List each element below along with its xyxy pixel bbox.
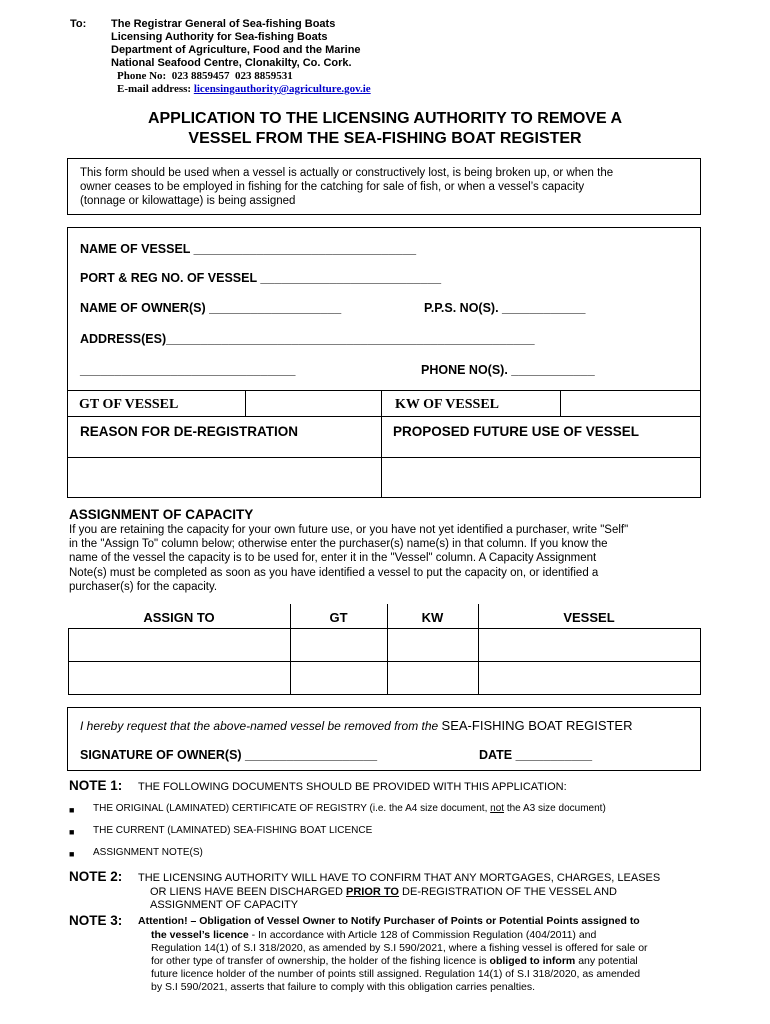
owner-name-field[interactable]: NAME OF OWNER(S) ___________________ xyxy=(80,301,342,315)
intro-line2: owner ceases to be employed in fishing for the catching for sale of fish, or when a vessel’s capacity xyxy=(80,181,585,193)
note2-line2-start: OR LIENS HAVE BEEN DISCHARGED xyxy=(150,886,347,898)
table-cell-input[interactable] xyxy=(479,662,700,694)
request-box xyxy=(67,707,701,771)
form-title-line2: VESSEL FROM THE SEA-FISHING BOAT REGISTER xyxy=(188,130,582,147)
note2-line1: THE LICENSING AUTHORITY WILL HAVE TO CONFIRM THAT ANY MORTGAGES, CHARGES, LEASES xyxy=(138,872,661,884)
divider xyxy=(67,416,701,417)
bullet-square-icon: ■ xyxy=(69,827,75,837)
gt-of-vessel-label: GT OF VESSEL xyxy=(79,397,179,412)
prior-to-emphasis: PRIOR TO xyxy=(346,886,399,898)
date-field[interactable]: DATE ___________ xyxy=(479,748,593,762)
centre-line: National Seafood Centre, Clonakilty, Co. Cork. xyxy=(111,57,352,69)
vessel-name-field[interactable]: NAME OF VESSEL ________________________________ xyxy=(80,242,417,256)
registrar-line: The Registrar General of Sea-fishing Boats xyxy=(111,18,336,30)
col-gt: GT xyxy=(329,610,348,625)
note3-line3: Regulation 14(1) of S.I 318/2020, as amended by S.I 590/2021, where a fishing vessel is offered for sale or xyxy=(151,942,648,954)
pps-field[interactable]: P.P.S. NO(S). ____________ xyxy=(424,301,586,315)
form-title-line1: APPLICATION TO THE LICENSING AUTHORITY TO REMOVE A xyxy=(147,110,623,127)
kw-of-vessel-label: KW OF VESSEL xyxy=(395,397,500,412)
email-line xyxy=(117,83,371,96)
note2-line3: ASSIGNMENT OF CAPACITY xyxy=(150,899,299,911)
note3-line1: Attention! – Obligation of Vessel Owner to Notify Purchaser of Points or Potential Points assigned to xyxy=(138,915,640,927)
reason-label: REASON FOR DE-REGISTRATION xyxy=(80,424,299,439)
note3-line2 xyxy=(151,929,596,941)
bullet-not: not xyxy=(490,803,505,814)
bullet-certificate xyxy=(93,803,606,815)
divider xyxy=(381,390,382,416)
assignment-para-line: purchaser(s) for the capacity. xyxy=(69,581,218,593)
bullet-square-icon: ■ xyxy=(69,849,75,859)
bullet-square-icon: ■ xyxy=(69,805,75,815)
col-kw: KW xyxy=(421,610,444,625)
note3-line4-start: for other type of transfer of ownership, the holder of the fishing licence is xyxy=(151,955,490,967)
note2-line2-end: DE-REGISTRATION OF THE VESSEL AND xyxy=(399,886,618,898)
table-cell-input[interactable] xyxy=(479,629,700,661)
intro-line1: This form should be used when a vessel is actually or constructively lost, is being broken up, or when the xyxy=(80,167,614,179)
bullet-licence: THE CURRENT (LAMINATED) SEA-FISHING BOAT LICENCE xyxy=(93,825,373,836)
future-use-input[interactable] xyxy=(382,458,700,497)
note1-label: NOTE 1: xyxy=(69,778,123,793)
assignment-para-line: Note(s) must be completed as soon as you have identified a vessel to put the capacity on, or identified a xyxy=(69,567,599,579)
table-border xyxy=(68,694,701,695)
assignment-para-line: name of the vessel the capacity is to be used for, enter it in the "Vessel" column. A Capacity Assignment xyxy=(69,552,597,564)
note3-vessel-licence: the vessel’s licence xyxy=(151,929,249,941)
note2-label: NOTE 2: xyxy=(69,869,123,884)
note3-line4 xyxy=(151,955,638,967)
table-cell-input[interactable] xyxy=(388,629,478,661)
note3-line6: by S.I 590/2021, asserts that failure to comply with this obligation carries penalties. xyxy=(151,981,536,993)
phone-field[interactable]: PHONE NO(S). ____________ xyxy=(421,363,595,377)
phone-line: Phone No: 023 8859457 023 8859531 xyxy=(117,70,293,82)
table-border xyxy=(700,628,701,695)
table-cell-input[interactable] xyxy=(388,662,478,694)
kw-of-vessel-input[interactable] xyxy=(561,391,700,415)
to-label: To: xyxy=(70,18,87,30)
request-statement xyxy=(80,717,632,735)
table-cell-input[interactable] xyxy=(291,662,387,694)
email-link[interactable]: licensingauthority@agriculture.gov.ie xyxy=(193,83,371,95)
table-cell-input[interactable] xyxy=(69,629,290,661)
col-assign-to: ASSIGN TO xyxy=(143,610,215,625)
authority-line: Licensing Authority for Sea-fishing Boats xyxy=(111,31,328,43)
department-line: Department of Agriculture, Food and the Marine xyxy=(111,44,361,56)
email-label: E-mail address: xyxy=(117,83,194,95)
assignment-heading: ASSIGNMENT OF CAPACITY xyxy=(69,507,254,522)
bullet-certificate-text: THE ORIGINAL (LAMINATED) CERTIFICATE OF REGISTRY (i.e. the A4 size document, xyxy=(93,803,491,814)
assignment-para-line: in the "Assign To" column below; otherwise enter the purchaser(s) name(s) in that column. If you know the xyxy=(69,538,608,550)
register-name: SEA-FISHING BOAT REGISTER xyxy=(441,718,633,733)
note3-line2-text: - In accordance with Article 128 of Commission Regulation (404/2011) and xyxy=(248,929,597,941)
bullet-assignment-notes: ASSIGNMENT NOTE(S) xyxy=(93,847,203,858)
gt-of-vessel-input[interactable] xyxy=(246,391,380,415)
intro-line3: (tonnage or kilowattage) is being assigned xyxy=(80,195,296,207)
intro-box xyxy=(67,158,701,215)
col-vessel: VESSEL xyxy=(563,610,615,625)
port-reg-field[interactable]: PORT & REG NO. OF VESSEL __________________________ xyxy=(80,271,442,285)
note2-line2 xyxy=(150,886,617,898)
reason-input[interactable] xyxy=(68,458,380,497)
address-field[interactable]: ADDRESS(ES)_____________________________________________________ xyxy=(80,332,535,346)
table-cell-input[interactable] xyxy=(291,629,387,661)
note3-label: NOTE 3: xyxy=(69,913,123,928)
bullet-certificate-tail: the A3 size document) xyxy=(504,803,606,814)
note3-line5: future licence holder of the number of points still assigned. Regulation 14(1) of S.I 318/2020, as amended xyxy=(151,968,641,980)
request-text: I hereby request that the above-named vessel be removed from the xyxy=(80,719,442,733)
address-field-line2[interactable]: _______________________________ xyxy=(80,363,296,377)
assignment-para-line: If you are retaining the capacity for your own future use, or you have not yet identified a purchaser, write "Self" xyxy=(69,524,629,536)
signature-field[interactable]: SIGNATURE OF OWNER(S) ___________________ xyxy=(80,748,378,762)
obliged-to-inform: obliged to inform xyxy=(489,955,576,967)
future-use-label: PROPOSED FUTURE USE OF VESSEL xyxy=(393,424,640,439)
note3-line4-end: any potential xyxy=(575,955,638,967)
note1-text: THE FOLLOWING DOCUMENTS SHOULD BE PROVIDED WITH THIS APPLICATION: xyxy=(138,781,567,793)
table-cell-input[interactable] xyxy=(69,662,290,694)
